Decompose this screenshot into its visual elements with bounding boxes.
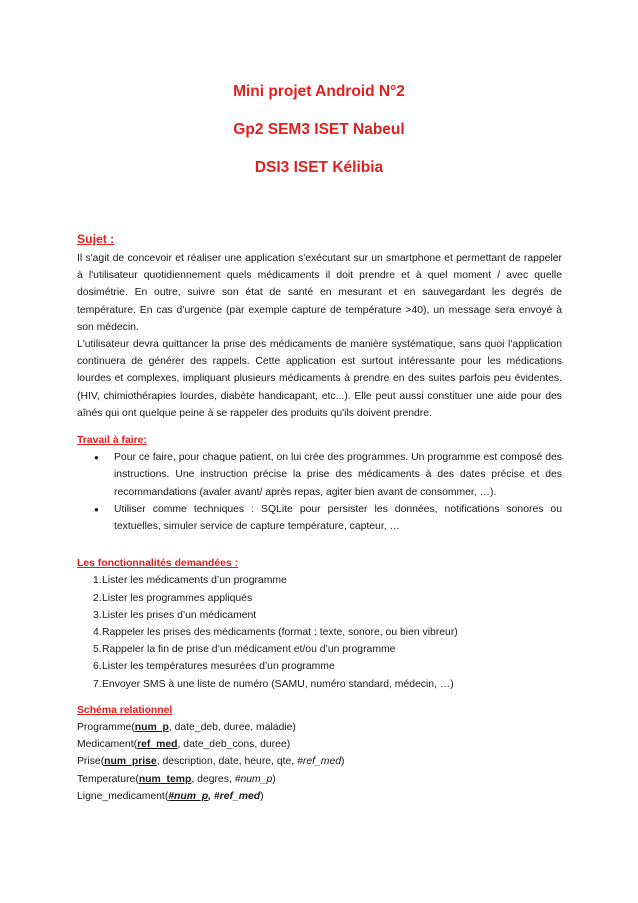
list-number: 7. bbox=[93, 678, 102, 690]
title-line-3: DSI3 ISET Kélibia bbox=[254, 159, 384, 176]
list-item-text: Rappeler la fin de prise d’un médicament et/ou d’un programme bbox=[102, 644, 396, 656]
list-item bbox=[77, 501, 562, 535]
list-number: 1. bbox=[93, 575, 102, 587]
title-block bbox=[0, 78, 638, 192]
foreign-key: #num_p bbox=[168, 790, 209, 802]
schema-prise: Prise(num_prise, description, date, heure, qte, #ref_med) bbox=[77, 756, 345, 768]
title-line-2: Gp2 SEM3 ISET Nabeul bbox=[233, 121, 405, 138]
schema-temperature: Temperature(num_temp, degres, #num_p) bbox=[77, 773, 276, 785]
list-item bbox=[77, 641, 562, 658]
list-number: 2. bbox=[93, 592, 102, 604]
travail-heading: Travail à faire: bbox=[77, 435, 147, 447]
list-item bbox=[77, 607, 562, 624]
list-item-text: Rappeler les prises des médicaments (format : texte, sonore, ou bien vibreur) bbox=[102, 627, 458, 639]
list-item bbox=[77, 624, 562, 641]
list-item bbox=[77, 676, 562, 693]
list-number: 3. bbox=[93, 609, 102, 621]
primary-key: ref_med bbox=[137, 739, 178, 751]
document-body bbox=[77, 232, 562, 805]
bullet-icon: ● bbox=[94, 453, 99, 463]
list-item-text: Utiliser comme techniques : SQLite pour persister les données, notifications sonores ou textuelles, simuler service de capture température, capteur, … bbox=[114, 503, 562, 533]
sujet-paragraph-2: L'utilisateur devra quittancer la prise des médicaments de manière systématique, sans quoi l'application continuera de générer des rappels. Cette application est surtout intéressante pour les médications lourdes et complexes, impliquant plusieurs médicaments à prendre en des suites parfois peu évidentes. (HIV, chimiothérapies lourdes, diabète handicapant, etc...). Elle peut aussi constituer une aide pour des aînés qui ont quelque peine à se rappeler des produits qu'ils doivent prendre. bbox=[77, 339, 562, 419]
list-item bbox=[77, 572, 562, 589]
list-item bbox=[77, 590, 562, 607]
primary-key: num_p bbox=[134, 722, 169, 734]
sujet-paragraph-1: Il s'agit de concevoir et réaliser une application s'exécutant sur un smartphone et permettant de rappeler à l'utilisateur quotidiennement quels médicaments il doit prendre et à quel moment / avec quelle dosimétrie. En outre, suivre son état de santé en mesurant et en sauvegardant les degrés de température. En cas d’urgence (par exemple capture de température >40), un message sera envoyé à son médecin. bbox=[77, 253, 562, 333]
fonctionnalites-heading: Les fonctionnalités demandées : bbox=[77, 558, 239, 570]
foreign-key: #num_p bbox=[234, 773, 273, 785]
list-item bbox=[77, 658, 562, 675]
schema-programme: Programme(num_p, date_deb, duree, maladie) bbox=[77, 722, 296, 734]
schema-ligne-medicament: Ligne_medicament(#num_p, #ref_med) bbox=[77, 790, 264, 802]
title-line-1: Mini projet Android N°2 bbox=[233, 83, 405, 100]
sujet-heading: Sujet : bbox=[77, 232, 115, 246]
list-item-text: Pour ce faire, pour chaque patient, on lui crée des programmes. Un programme est composé des instructions. Une instruction précise la prise des médicaments à des dates précise et des recommandations (avaler avant/ après repas, agiter bien avant de consommer, …). bbox=[114, 452, 562, 498]
primary-key: num_temp bbox=[138, 773, 192, 785]
schema-medicament: Medicament(ref_med, date_deb_cons, duree) bbox=[77, 739, 291, 751]
list-number: 5. bbox=[93, 644, 102, 656]
primary-key: num_prise bbox=[104, 756, 157, 768]
foreign-key: #ref_med bbox=[297, 756, 341, 768]
travail-list bbox=[77, 449, 562, 535]
foreign-key: #ref_med bbox=[213, 790, 261, 802]
list-item-text: Lister les températures mesurées d’un programme bbox=[102, 661, 335, 673]
list-item-text: Lister les prises d’un médicament bbox=[102, 609, 257, 621]
bullet-icon: ● bbox=[94, 504, 99, 514]
list-item-text: Lister les programmes appliqués bbox=[102, 592, 253, 604]
list-number: 6. bbox=[93, 661, 102, 673]
fonctionnalites-list bbox=[77, 572, 562, 692]
list-item bbox=[77, 449, 562, 501]
list-item-text: Lister les médicaments d’un programme bbox=[102, 575, 287, 587]
schema-heading: Schéma relationnel bbox=[77, 704, 173, 716]
list-number: 4. bbox=[93, 627, 102, 639]
list-item-text: Envoyer SMS à une liste de numéro (SAMU, numéro standard, médecin, …) bbox=[102, 678, 454, 690]
